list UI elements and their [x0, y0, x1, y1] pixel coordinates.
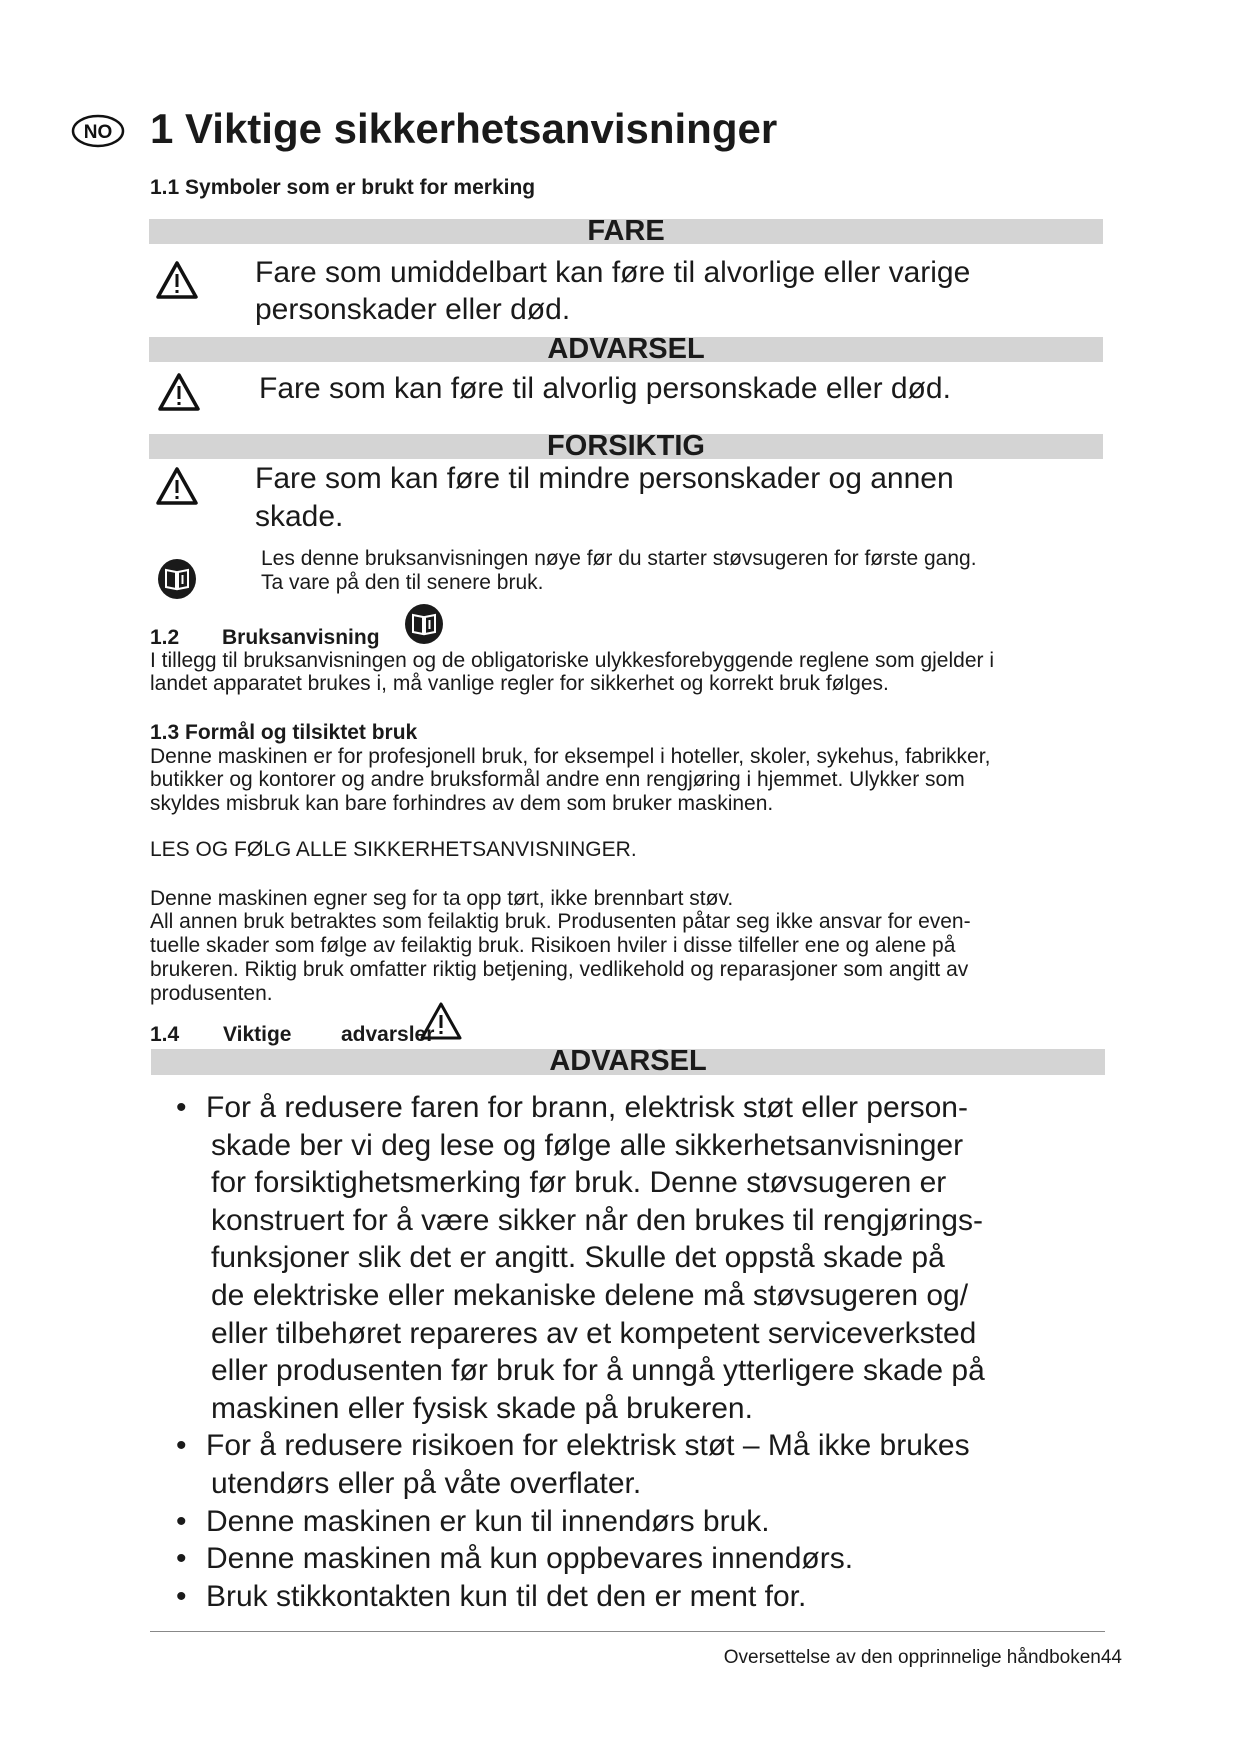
advarsel-bar	[149, 333, 1103, 365]
bullet-text-line: maskinen eller fysisk skade på brukeren.	[211, 1391, 753, 1425]
section-1-4-heading-word: Viktige	[223, 1023, 292, 1046]
bullet-marker: •	[176, 1579, 187, 1613]
paragraph-line: tuelle skader som følge av feilaktig bruk. Risikoen hviler i disse tilfeller ene og alene på	[150, 934, 956, 957]
advarsel-bar	[151, 1045, 1105, 1077]
paragraph-line: produsenten.	[150, 982, 273, 1005]
section-1-4-heading-word: advarsler	[341, 1023, 435, 1046]
bullet-text-line: utendørs eller på våte overflater.	[211, 1467, 642, 1500]
footer-text: Oversettelse av den opprinnelige håndboken	[723, 1647, 1101, 1668]
section-1-4-number: 1.4	[150, 1023, 180, 1046]
fare-label: FARE	[587, 215, 665, 247]
paragraph-line: I tillegg til bruksanvisningen og de obligatoriske ulykkesforebyggende reglene som gjelder i	[150, 649, 994, 672]
read-manual-icon	[157, 558, 197, 600]
section-1-1-heading: 1.1 Symboler som er brukt for merking	[150, 176, 536, 199]
bullet-text-line: Denne maskinen er kun til innendørs bruk.	[206, 1504, 770, 1538]
manual-note-line: Ta vare på den til senere bruk.	[261, 571, 544, 594]
warning-triangle-icon	[157, 372, 201, 412]
fare-text-line: Fare som umiddelbart kan føre til alvorlige eller varige	[255, 256, 971, 289]
manual-note-line: Les denne bruksanvisningen nøye før du starter støvsugeren for første gang.	[261, 547, 977, 570]
fare-bar	[149, 215, 1103, 247]
bullet-text-line: funksjoner slik det er angitt. Skulle det oppstå skade på	[211, 1241, 945, 1275]
language-badge	[70, 113, 126, 149]
bullet-text-line: eller produsenten før bruk for å unngå ytterligere skade på	[211, 1354, 985, 1388]
bullet-text-line: For å redusere faren for brann, elektrisk støt eller person-	[206, 1091, 968, 1124]
bullet-text-line: for forsiktighetsmerking før bruk. Denne støvsugeren er	[211, 1166, 947, 1200]
bullet-text-line: konstruert for å være sikker når den brukes til rengjørings-	[211, 1203, 983, 1237]
forsiktig-text-line: skade.	[255, 500, 344, 533]
safety-caps-notice: LES OG FØLG ALLE SIKKERHETSANVISNINGER.	[150, 838, 637, 861]
paragraph-line: All annen bruk betraktes som feilaktig bruk. Produsenten påtar seg ikke ansvar for even-	[150, 910, 971, 933]
warning-triangle-icon	[419, 1001, 463, 1041]
page-number: 44	[1100, 1647, 1122, 1668]
footer-divider	[150, 1631, 1105, 1632]
warning-triangle-icon	[155, 466, 199, 506]
page-title: 1 Viktige sikkerhetsanvisninger	[150, 105, 778, 152]
section-1-3-heading: 1.3 Formål og tilsiktet bruk	[150, 721, 418, 744]
advarsel-text-line: Fare som kan føre til alvorlig personskade eller død.	[259, 372, 951, 405]
bullet-text-line: Denne maskinen må kun oppbevares innendørs.	[206, 1542, 854, 1576]
section-1-2-number: 1.2	[150, 626, 180, 649]
forsiktig-bar	[149, 430, 1103, 462]
bullet-text-line: eller tilbehøret repareres av et kompetent serviceverksted	[211, 1316, 977, 1350]
section-1-2-heading: Bruksanvisning	[222, 626, 380, 649]
paragraph-line: Denne maskinen er for profesjonell bruk, for eksempel i hoteller, skoler, sykehus, fabrikker,	[150, 745, 991, 768]
bullet-marker: •	[176, 1091, 187, 1124]
paragraph-line: butikker og kontorer og andre bruksformål andre enn rengjøring i hjemmet. Ulykker som	[150, 768, 965, 791]
bullet-text-line: de elektriske eller mekaniske delene må støvsugeren og/	[211, 1279, 969, 1312]
paragraph-line: brukeren. Riktig bruk omfatter riktig betjening, vedlikehold og reparasjoner som angitt av	[150, 958, 969, 981]
paragraph-line: landet apparatet brukes i, må vanlige regler for sikkerhet og korrekt bruk følges.	[150, 672, 889, 695]
bullet-marker: •	[176, 1504, 187, 1538]
bullet-marker: •	[176, 1542, 187, 1576]
warning-triangle-icon	[155, 260, 199, 300]
bullet-text-line: Bruk stikkontakten kun til det den er ment for.	[206, 1579, 807, 1613]
read-manual-icon	[404, 603, 444, 645]
paragraph-line: Denne maskinen egner seg for ta opp tørt, ikke brennbart støv.	[150, 887, 734, 910]
footer	[724, 1648, 1122, 1667]
bullet-marker: •	[176, 1429, 187, 1463]
advarsel-label: ADVARSEL	[549, 1045, 707, 1077]
forsiktig-label: FORSIKTIG	[547, 430, 705, 462]
bullet-text-line: skade ber vi deg lese og følge alle sikkerhetsanvisninger	[211, 1128, 964, 1162]
advarsel-label: ADVARSEL	[547, 333, 705, 365]
forsiktig-text-line: Fare som kan føre til mindre personskader og annen	[255, 462, 954, 495]
bullet-text-line: For å redusere risikoen for elektrisk støt – Må ikke brukes	[206, 1429, 970, 1463]
fare-text-line: personskader eller død.	[255, 293, 571, 326]
paragraph-line: skyldes misbruk kan bare forhindres av dem som bruker maskinen.	[150, 792, 774, 815]
language-badge-text: NO	[83, 122, 113, 143]
